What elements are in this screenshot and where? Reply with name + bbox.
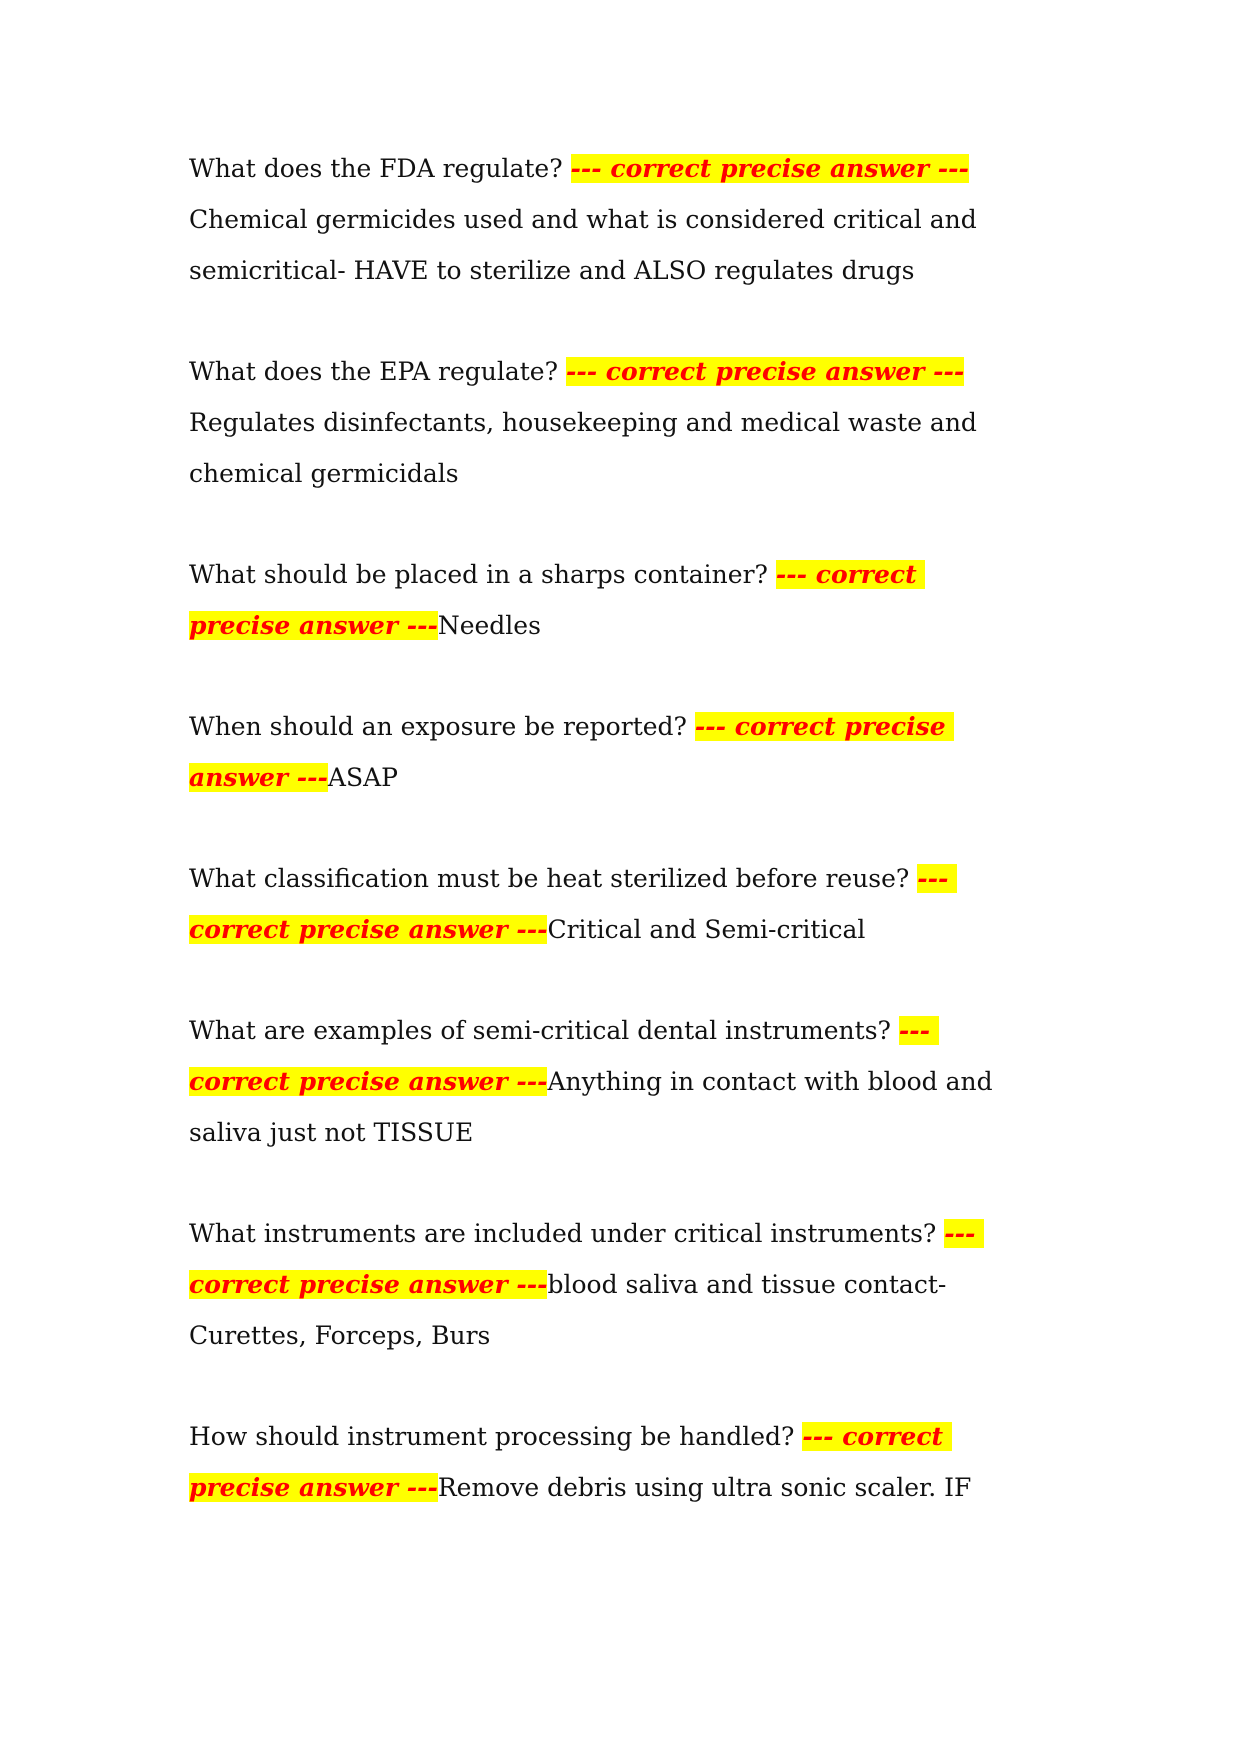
answer-marker: --- correct precise [694,712,955,741]
qa-item-semi-critical [189,1005,993,1158]
question-text: What does the EPA regulate? [189,357,566,386]
qa-item-sharps [189,549,925,651]
answer-text: blood saliva and tissue contact- [547,1270,947,1299]
qa-item-instrument-processing [189,1411,971,1513]
answer-marker: --- correct [802,1422,952,1451]
question-text: What should be placed in a sharps container? [189,560,776,589]
question-text: How should instrument processing be handled? [189,1422,803,1451]
text-line: Chemical germicides used and what is considered critical and [189,205,977,234]
text-line: Curettes, Forceps, Burs [189,1321,491,1350]
text-line [189,701,954,752]
qa-item-classification [189,853,957,955]
answer-marker: --- [944,1219,985,1248]
text-line [189,143,977,194]
qa-item-epa [189,346,977,499]
answer-marker: correct precise answer --- [189,915,548,944]
answer-marker: --- correct precise answer --- [565,357,965,386]
answer-marker: --- [917,864,958,893]
answer-marker: --- correct [775,560,926,589]
text-line [189,1056,993,1107]
text-line [189,853,957,904]
text-line [189,549,925,600]
text-line [189,1462,971,1513]
text-line [189,346,977,397]
text-line: Regulates disinfectants, housekeeping and medical waste and [189,408,977,437]
text-line [189,1259,984,1310]
question-text: What are examples of semi-critical dental instruments? [189,1016,899,1045]
question-text: What instruments are included under critical instruments? [189,1219,945,1248]
text-line [189,752,954,803]
answer-marker: precise answer --- [189,611,438,640]
answer-marker: answer --- [189,763,328,792]
answer-marker: precise answer --- [189,1473,438,1502]
answer-text: Anything in contact with blood and [547,1067,993,1096]
answer-marker: --- [898,1016,939,1045]
question-text: When should an exposure be reported? [189,712,695,741]
answer-marker: correct precise answer --- [189,1270,548,1299]
text-line: saliva just not TISSUE [189,1118,474,1147]
answer-text: ASAP [327,763,398,792]
text-line [189,1005,993,1056]
text-line [189,600,925,651]
qa-item-critical-instruments [189,1208,984,1361]
answer-text: Remove debris using ultra sonic scaler. IF [437,1473,972,1502]
answer-text: Critical and Semi-critical [547,915,866,944]
text-line [189,1411,971,1462]
qa-item-exposure [189,701,954,803]
text-line [189,1208,984,1259]
question-text: What classification must be heat sterilized before reuse? [189,864,918,893]
text-line [189,904,957,955]
answer-text: Needles [437,611,541,640]
qa-item-fda [189,143,977,296]
text-line: semicritical- HAVE to sterilize and ALSO regulates drugs [189,256,915,285]
answer-marker: --- correct precise answer --- [570,154,969,183]
text-line: chemical germicidals [189,459,459,488]
answer-marker: correct precise answer --- [189,1067,548,1096]
question-text: What does the FDA regulate? [189,154,571,183]
